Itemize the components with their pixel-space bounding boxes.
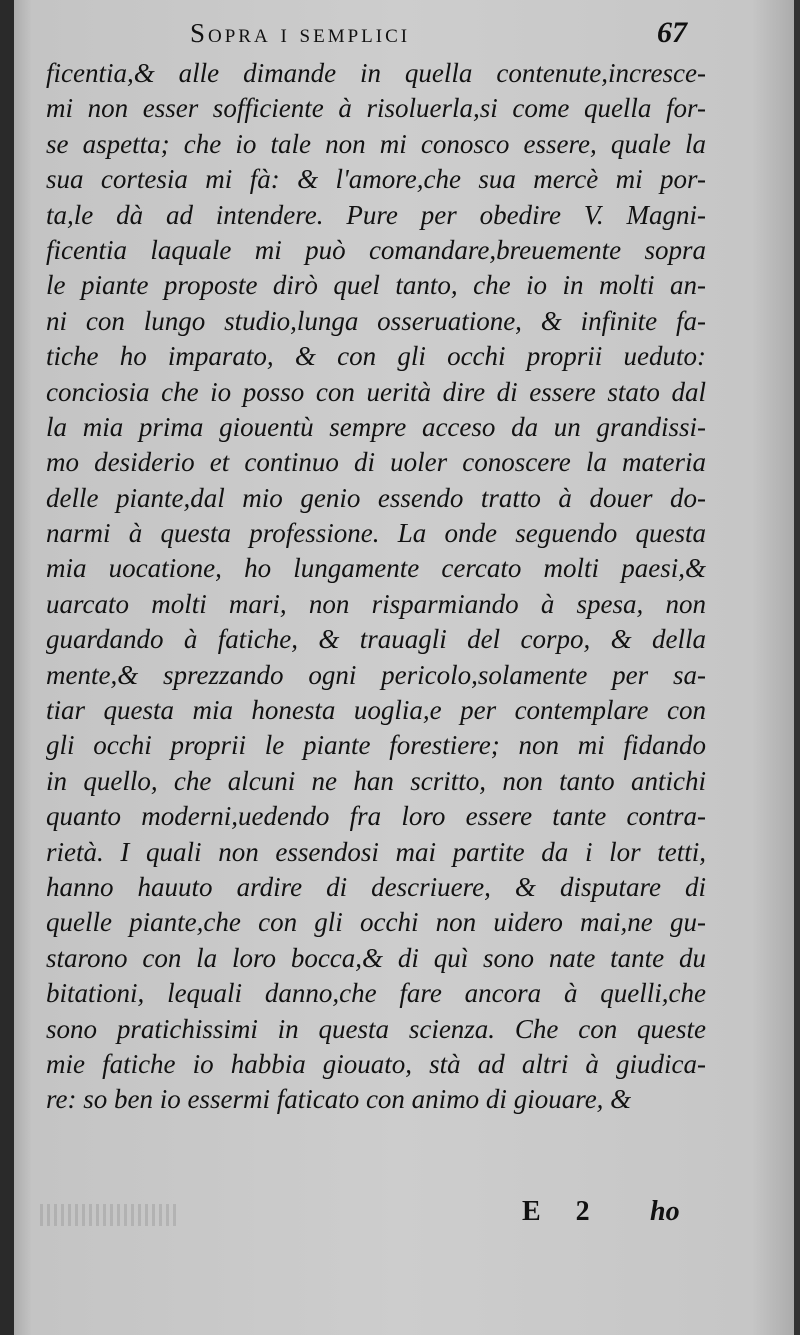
text-line: ficentia,& alle dimande in quella contenute,incresce- — [46, 58, 706, 88]
page-header — [0, 16, 800, 56]
text-line: ni con lungo studio,lunga osseruatione, & infinite fa- — [46, 305, 706, 336]
text-line: uarcato molti mari, non risparmiando à spesa, non — [46, 588, 706, 619]
text-line: conciosia che io posso con uerità dire di essere stato dal — [46, 376, 706, 407]
text-line: mie fatiche io habbia giouato, stà ad altri à giudica- — [46, 1048, 706, 1079]
signature-mark: E 2 — [522, 1196, 604, 1227]
text-line: sono pratichissimi in questa scienza. Che con queste — [46, 1013, 706, 1044]
text-line: narmi à questa professione. La onde seguendo questa — [46, 518, 706, 549]
text-line: la mia prima giouentù sempre acceso da un grandissi- — [46, 411, 706, 442]
text-line: hanno hauuto ardire di descriuere, & disputare di — [46, 871, 706, 902]
text-line: quelle piante,che con gli occhi non uidero mai,ne gu- — [46, 907, 706, 938]
text-line: gli occhi proprii le piante forestiere; non mi fidando — [46, 730, 706, 761]
text-line: delle piante,dal mio genio essendo tratto à douer do- — [46, 482, 706, 513]
text-line: mi non esser sofficiente à risoluerla,si come quella for- — [46, 93, 706, 124]
text-line: bitationi, lequali danno,che fare ancora à quelli,che — [46, 978, 706, 1009]
text-line: ficentia laquale mi può comandare,breuemente sopra — [46, 234, 706, 265]
text-line: le piante proposte dirò quel tanto, che io in molti an- — [46, 270, 706, 301]
page-left-edge — [0, 0, 14, 1335]
text-line: se aspetta; che io tale non mi conosco essere, quale la — [46, 128, 706, 159]
body-text — [46, 56, 706, 1118]
page-footer — [0, 1196, 800, 1236]
text-line: ta,le dà ad intendere. Pure per obedire V. Magni- — [46, 199, 706, 230]
page-number: 67 — [657, 16, 687, 49]
text-line: re: so ben io essermi faticato con animo di giouare, & — [46, 1084, 632, 1115]
text-line: rietà. I quali non essendosi mai partite da i lor tetti, — [46, 836, 706, 867]
text-line: tiar questa mia honesta uoglia,e per contemplare con — [46, 695, 706, 726]
text-line: starono con la loro bocca,& di quì sono nate tante du — [46, 942, 706, 973]
text-line: tiche ho imparato, & con gli occhi proprii ueduto: — [46, 341, 706, 372]
page-right-edge — [794, 0, 800, 1335]
text-line: mente,& sprezzando ogni pericolo,solamente per sa- — [46, 659, 706, 690]
running-head: Sopra i semplici — [190, 18, 411, 48]
text-line: quanto moderni,uedendo fra loro essere tante contra- — [46, 801, 706, 832]
text-line: in quello, che alcuni ne han scritto, non tanto antichi — [46, 765, 706, 796]
text-line: mia uocatione, ho lungamente cercato molti paesi,& — [46, 553, 706, 584]
text-line: mo desiderio et continuo di uoler conoscere la materia — [46, 447, 706, 478]
text-line: sua cortesia mi fà: & l'amore,che sua mercè mi por- — [46, 164, 706, 195]
catchword: ho — [650, 1196, 680, 1227]
text-line: guardando à fatiche, & trauagli del corpo, & della — [46, 624, 706, 655]
